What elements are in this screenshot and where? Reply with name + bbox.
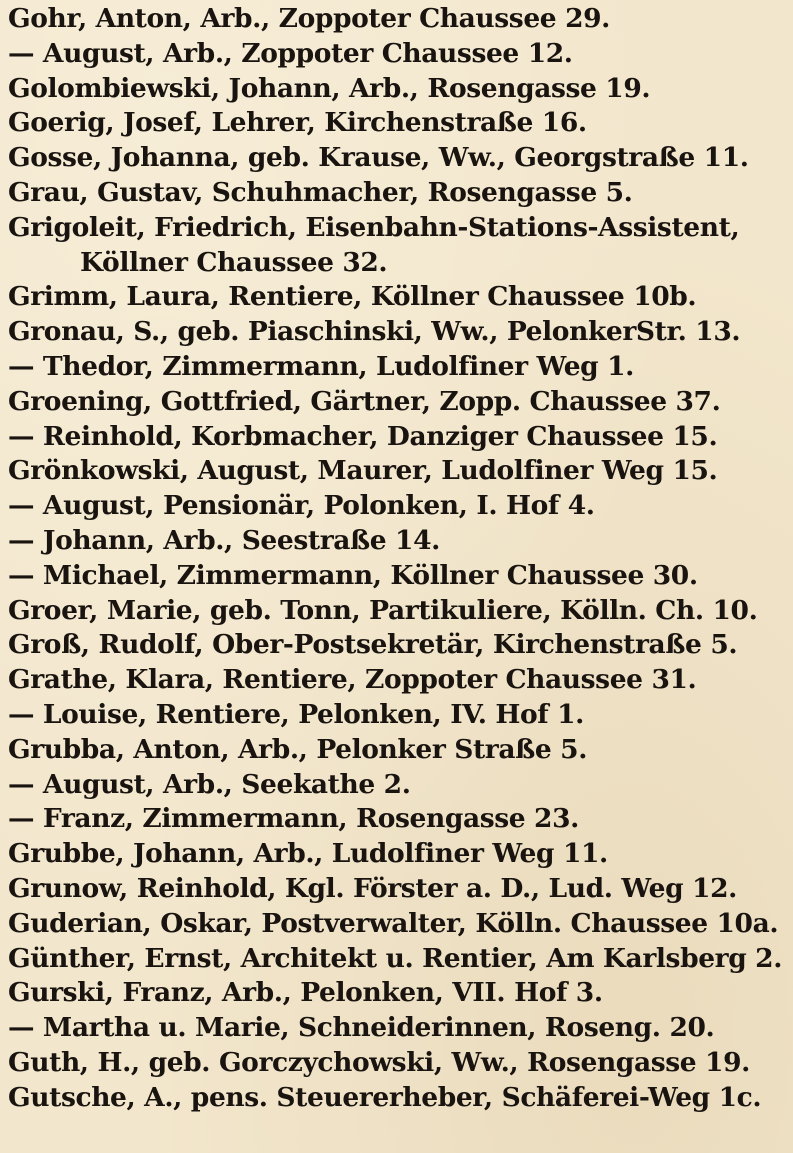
entry-golombiewski-johann: Golombiewski, Johann, Arb., Rosengasse 19. [8, 72, 651, 104]
entry-groening-reinhold: — Reinhold, Korbmacher, Danziger Chaussee 15. [8, 420, 718, 452]
entry-groening-gottfried: Groening, Gottfried, Gärtner, Zopp. Chaussee 37. [8, 385, 721, 417]
entry-gronau-thedor: — Thedor, Zimmermann, Ludolfiner Weg 1. [8, 350, 635, 382]
entry-guderian-oskar: Guderian, Oskar, Postverwalter, Kölln. Chaussee 10a. [8, 907, 779, 939]
entry-grunow-reinhold: Grunow, Reinhold, Kgl. Förster a. D., Lud. Weg 12. [8, 872, 737, 904]
entry-gronau-s: Gronau, S., geb. Piaschinski, Ww., PelonkerStr. 13. [8, 316, 741, 348]
entry-gronkowski-michael: — Michael, Zimmermann, Köllner Chaussee 30. [8, 559, 698, 591]
entry-grathe-louise: — Louise, Rentiere, Pelonken, IV. Hof 1. [8, 698, 584, 730]
entry-gosse-johanna: Gosse, Johanna, geb. Krause, Ww., Georgstraße 11. [8, 142, 749, 174]
entry-gurski-franz: Gurski, Franz, Arb., Pelonken, VII. Hof 3. [8, 977, 603, 1009]
entry-gutsche-a: Gutsche, A., pens. Steuererheber, Schäferei-Weg 1c. [8, 1081, 762, 1113]
entry-gurski-martha-marie: — Martha u. Marie, Schneiderinnen, Roseng. 20. [8, 1012, 715, 1044]
entry-gohr-august: — August, Arb., Zoppoter Chaussee 12. [8, 37, 573, 69]
entry-guenther-ernst: Günther, Ernst, Architekt u. Rentier, Am Karlsberg 2. [8, 942, 783, 974]
entry-grigoleit-continuation: Köllner Chaussee 32. [80, 246, 388, 278]
entry-gronkowski-johann: — Johann, Arb., Seestraße 14. [8, 524, 440, 556]
entry-gronkowski-august-pensionaer: — August, Pensionär, Polonken, I. Hof 4. [8, 490, 595, 522]
entry-grubba-anton: Grubba, Anton, Arb., Pelonker Straße 5. [8, 733, 588, 765]
entry-gronkowski-august: Grönkowski, August, Maurer, Ludolfiner Weg 15. [8, 455, 718, 487]
entry-grubba-franz: — Franz, Zimmermann, Rosengasse 23. [8, 803, 579, 835]
entry-groer-marie: Groer, Marie, geb. Tonn, Partikuliere, Kölln. Ch. 10. [8, 594, 758, 626]
entry-grubba-august: — August, Arb., Seekathe 2. [8, 768, 411, 800]
entry-guth-h: Guth, H., geb. Gorczychowski, Ww., Rosengasse 19. [8, 1046, 750, 1078]
entry-grimm-laura: Grimm, Laura, Rentiere, Köllner Chaussee 10b. [8, 281, 697, 313]
entry-goerig-josef: Goerig, Josef, Lehrer, Kirchenstraße 16. [8, 107, 587, 139]
entry-gross-rudolf: Groß, Rudolf, Ober-Postsekretär, Kirchenstraße 5. [8, 629, 738, 661]
entry-grigoleit-friedrich: Grigoleit, Friedrich, Eisenbahn-Stations-Assistent, [8, 211, 740, 243]
entry-grau-gustav: Grau, Gustav, Schuhmacher, Rosengasse 5. [8, 176, 633, 208]
entry-grubbe-johann: Grubbe, Johann, Arb., Ludolfiner Weg 11. [8, 838, 608, 870]
entry-gohr-anton: Gohr, Anton, Arb., Zoppoter Chaussee 29. [8, 3, 610, 34]
entry-grathe-klara: Grathe, Klara, Rentiere, Zoppoter Chaussee 31. [8, 664, 697, 696]
